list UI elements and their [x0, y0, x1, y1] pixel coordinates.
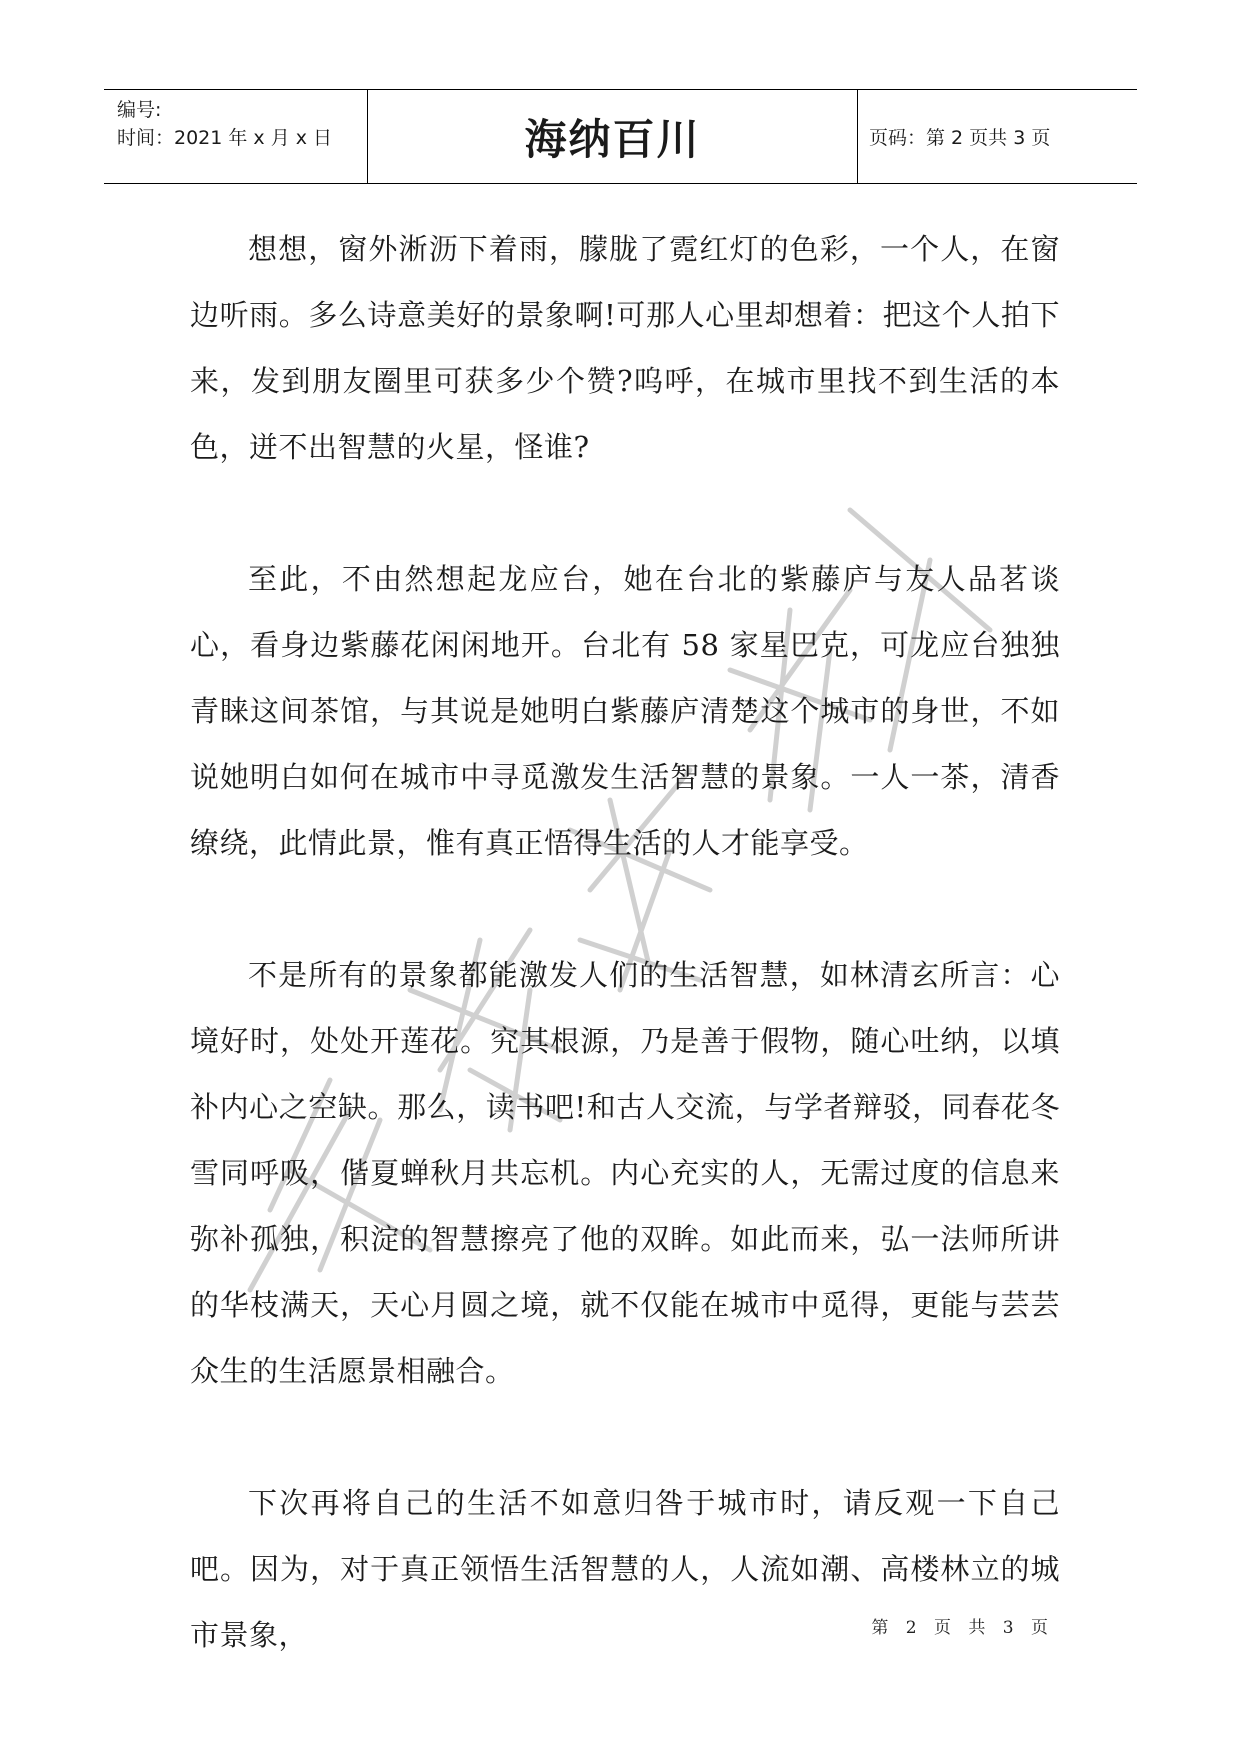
header-meta [104, 90, 368, 183]
paragraph: 至此，不由然想起龙应台，她在台北的紫藤庐与友人品茗谈心，看身边紫藤花闲闲地开。台北有 58 家星巴克，可龙应台独独青睐这间茶馆，与其说是她明白紫藤庐清楚这个城市的身世，不如说她明白如何在城市中寻觅激发生活智慧的景象。一人一茶，清香缭绕，此情此景，惟有真正悟得生活的人才能享受。 [190, 562, 1060, 860]
paragraph: 下次再将自己的生活不如意归咎于城市时，请反观一下自己吧。因为，对于真正领悟生活智慧的人，人流如潮、高楼林立的城市景象， [190, 1486, 1060, 1652]
paragraph: 不是所有的景象都能激发人们的生活智慧，如林清玄所言：心境好时，处处开莲花。究其根源，乃是善于假物，随心吐纳，以填补内心之空缺。那么，读书吧!和古人交流，与学者辩驳，同春花冬雪同呼吸，偕夏蝉秋月共忘机。内心充实的人，无需过度的信息来弥补孤独，积淀的智慧擦亮了他的双眸。如此而来，弘一法师所讲的华枝满天，天心月圆之境，就不仅能在城市中觅得，更能与芸芸众生的生活愿景相融合。 [190, 958, 1060, 1388]
document-date: 时间：2021 年 x 月 x 日 [117, 127, 333, 149]
header-page-number: 页码：第 2 页共 3 页 [869, 127, 1051, 149]
document-title: 海纳百川 [368, 90, 858, 183]
page-footer: 第 2 页 共 3 页 [871, 1618, 1054, 1638]
paragraph: 想想，窗外淅沥下着雨，朦胧了霓红灯的色彩，一个人，在窗边听雨。多么诗意美好的景象啊!可那人心里却想着：把这个人拍下来，发到朋友圈里可获多少个赞?呜呼，在城市里找不到生活的本色，迸不出智慧的火星，怪谁? [190, 232, 1060, 464]
document-header [104, 89, 1137, 184]
document-body [190, 216, 1060, 1734]
document-number-label: 编号: [117, 99, 162, 121]
